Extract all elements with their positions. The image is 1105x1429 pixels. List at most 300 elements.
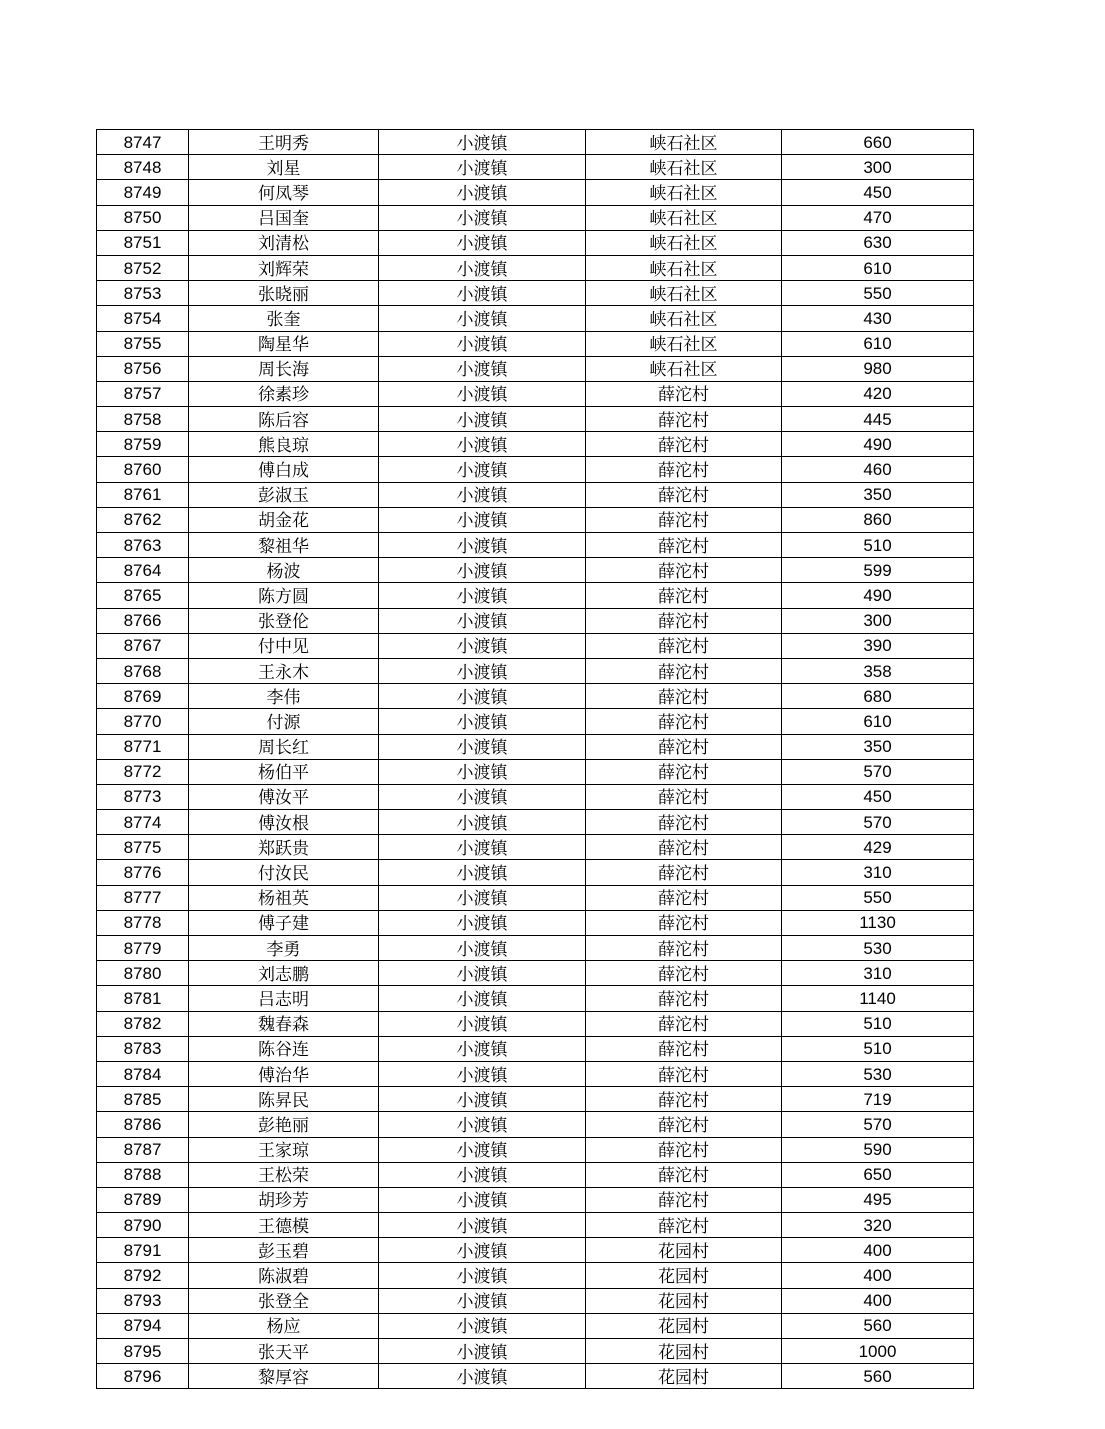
amount-cell: 680 [782,684,974,709]
name-cell: 刘清松 [189,230,379,255]
name-cell: 吕志明 [189,986,379,1011]
row-id-cell: 8787 [97,1137,189,1162]
town-cell: 小渡镇 [379,1112,586,1137]
town-cell: 小渡镇 [379,432,586,457]
table-row [97,180,974,205]
name-cell: 陈后容 [189,407,379,432]
amount-cell: 860 [782,507,974,532]
town-cell: 小渡镇 [379,961,586,986]
row-id-cell: 8763 [97,533,189,558]
village-cell: 薛沱村 [586,608,782,633]
town-cell: 小渡镇 [379,684,586,709]
row-id-cell: 8753 [97,281,189,306]
amount-cell: 445 [782,407,974,432]
amount-cell: 450 [782,784,974,809]
table-row [97,482,974,507]
village-cell: 峡石社区 [586,331,782,356]
village-cell: 薛沱村 [586,1137,782,1162]
row-id-cell: 8752 [97,255,189,280]
village-cell: 薛沱村 [586,1011,782,1036]
village-cell: 薛沱村 [586,507,782,532]
table-body [97,130,974,1389]
name-cell: 李勇 [189,936,379,961]
amount-cell: 610 [782,709,974,734]
table-row [97,759,974,784]
name-cell: 傅汝平 [189,784,379,809]
amount-cell: 630 [782,230,974,255]
row-id-cell: 8790 [97,1213,189,1238]
village-cell: 峡石社区 [586,306,782,331]
village-cell: 花园村 [586,1339,782,1364]
row-id-cell: 8761 [97,482,189,507]
amount-cell: 1130 [782,910,974,935]
row-id-cell: 8792 [97,1263,189,1288]
row-id-cell: 8750 [97,205,189,230]
table-row [97,507,974,532]
name-cell: 王明秀 [189,130,379,155]
town-cell: 小渡镇 [379,1364,586,1389]
name-cell: 陈淑碧 [189,1263,379,1288]
town-cell: 小渡镇 [379,1036,586,1061]
amount-cell: 550 [782,885,974,910]
row-id-cell: 8756 [97,356,189,381]
village-cell: 薛沱村 [586,936,782,961]
row-id-cell: 8751 [97,230,189,255]
town-cell: 小渡镇 [379,1288,586,1313]
town-cell: 小渡镇 [379,205,586,230]
village-cell: 花园村 [586,1364,782,1389]
amount-cell: 660 [782,130,974,155]
village-cell: 花园村 [586,1288,782,1313]
village-cell: 薛沱村 [586,1112,782,1137]
village-cell: 峡石社区 [586,230,782,255]
amount-cell: 570 [782,1112,974,1137]
village-cell: 薛沱村 [586,633,782,658]
amount-cell: 1000 [782,1339,974,1364]
amount-cell: 560 [782,1364,974,1389]
table-row [97,658,974,683]
village-cell: 峡石社区 [586,356,782,381]
name-cell: 傅汝根 [189,810,379,835]
row-id-cell: 8748 [97,155,189,180]
village-cell: 薛沱村 [586,558,782,583]
village-cell: 薛沱村 [586,457,782,482]
row-id-cell: 8777 [97,885,189,910]
amount-cell: 400 [782,1263,974,1288]
town-cell: 小渡镇 [379,759,586,784]
amount-cell: 599 [782,558,974,583]
row-id-cell: 8793 [97,1288,189,1313]
row-id-cell: 8768 [97,658,189,683]
name-cell: 王德模 [189,1213,379,1238]
name-cell: 张登全 [189,1288,379,1313]
row-id-cell: 8770 [97,709,189,734]
table-row [97,331,974,356]
amount-cell: 570 [782,759,974,784]
row-id-cell: 8778 [97,910,189,935]
town-cell: 小渡镇 [379,835,586,860]
row-id-cell: 8754 [97,306,189,331]
row-id-cell: 8772 [97,759,189,784]
village-cell: 花园村 [586,1313,782,1338]
amount-cell: 530 [782,936,974,961]
name-cell: 彭淑玉 [189,482,379,507]
name-cell: 王永木 [189,658,379,683]
name-cell: 吕国奎 [189,205,379,230]
name-cell: 徐素珍 [189,381,379,406]
amount-cell: 400 [782,1288,974,1313]
town-cell: 小渡镇 [379,558,586,583]
table-row [97,608,974,633]
village-cell: 薛沱村 [586,1061,782,1086]
row-id-cell: 8749 [97,180,189,205]
row-id-cell: 8771 [97,734,189,759]
name-cell: 刘星 [189,155,379,180]
village-cell: 薛沱村 [586,1187,782,1212]
table-row [97,1137,974,1162]
village-cell: 薛沱村 [586,533,782,558]
town-cell: 小渡镇 [379,910,586,935]
table-row [97,961,974,986]
name-cell: 杨祖英 [189,885,379,910]
name-cell: 李伟 [189,684,379,709]
row-id-cell: 8766 [97,608,189,633]
row-id-cell: 8762 [97,507,189,532]
village-cell: 薛沱村 [586,381,782,406]
village-cell: 薛沱村 [586,961,782,986]
amount-cell: 719 [782,1087,974,1112]
amount-cell: 358 [782,658,974,683]
name-cell: 周长红 [189,734,379,759]
village-cell: 薛沱村 [586,885,782,910]
town-cell: 小渡镇 [379,784,586,809]
town-cell: 小渡镇 [379,180,586,205]
village-cell: 峡石社区 [586,180,782,205]
row-id-cell: 8767 [97,633,189,658]
row-id-cell: 8775 [97,835,189,860]
row-id-cell: 8783 [97,1036,189,1061]
village-cell: 峡石社区 [586,155,782,180]
name-cell: 周长海 [189,356,379,381]
town-cell: 小渡镇 [379,407,586,432]
amount-cell: 610 [782,331,974,356]
table-row [97,936,974,961]
table-row [97,1213,974,1238]
amount-cell: 510 [782,1036,974,1061]
amount-cell: 510 [782,1011,974,1036]
town-cell: 小渡镇 [379,482,586,507]
town-cell: 小渡镇 [379,1213,586,1238]
row-id-cell: 8760 [97,457,189,482]
table-row [97,583,974,608]
town-cell: 小渡镇 [379,633,586,658]
row-id-cell: 8796 [97,1364,189,1389]
name-cell: 杨应 [189,1313,379,1338]
table-row [97,709,974,734]
name-cell: 付源 [189,709,379,734]
village-cell: 薛沱村 [586,684,782,709]
table-row [97,1162,974,1187]
town-cell: 小渡镇 [379,1339,586,1364]
village-cell: 薛沱村 [586,407,782,432]
town-cell: 小渡镇 [379,1238,586,1263]
table-row [97,558,974,583]
amount-cell: 495 [782,1187,974,1212]
town-cell: 小渡镇 [379,1313,586,1338]
town-cell: 小渡镇 [379,281,586,306]
town-cell: 小渡镇 [379,331,586,356]
amount-cell: 490 [782,432,974,457]
name-cell: 刘志鹏 [189,961,379,986]
name-cell: 傅白成 [189,457,379,482]
town-cell: 小渡镇 [379,381,586,406]
village-cell: 薛沱村 [586,658,782,683]
name-cell: 胡金花 [189,507,379,532]
row-id-cell: 8759 [97,432,189,457]
row-id-cell: 8747 [97,130,189,155]
town-cell: 小渡镇 [379,1162,586,1187]
row-id-cell: 8765 [97,583,189,608]
town-cell: 小渡镇 [379,608,586,633]
village-cell: 薛沱村 [586,860,782,885]
name-cell: 黎祖华 [189,533,379,558]
village-cell: 薛沱村 [586,910,782,935]
row-id-cell: 8769 [97,684,189,709]
town-cell: 小渡镇 [379,734,586,759]
town-cell: 小渡镇 [379,583,586,608]
name-cell: 傅子建 [189,910,379,935]
table-row [97,457,974,482]
table-row [97,1263,974,1288]
village-cell: 薛沱村 [586,1213,782,1238]
village-cell: 薛沱村 [586,810,782,835]
town-cell: 小渡镇 [379,860,586,885]
town-cell: 小渡镇 [379,1187,586,1212]
name-cell: 陈昇民 [189,1087,379,1112]
amount-cell: 550 [782,281,974,306]
table-row [97,255,974,280]
amount-cell: 390 [782,633,974,658]
amount-cell: 470 [782,205,974,230]
amount-cell: 490 [782,583,974,608]
town-cell: 小渡镇 [379,986,586,1011]
table-row [97,356,974,381]
name-cell: 张奎 [189,306,379,331]
name-cell: 刘辉荣 [189,255,379,280]
table-row [97,784,974,809]
amount-cell: 300 [782,155,974,180]
row-id-cell: 8776 [97,860,189,885]
name-cell: 张晓丽 [189,281,379,306]
name-cell: 何凤琴 [189,180,379,205]
amount-cell: 320 [782,1213,974,1238]
amount-cell: 300 [782,608,974,633]
name-cell: 胡珍芳 [189,1187,379,1212]
name-cell: 魏春森 [189,1011,379,1036]
village-cell: 峡石社区 [586,281,782,306]
town-cell: 小渡镇 [379,1263,586,1288]
row-id-cell: 8757 [97,381,189,406]
village-cell: 薛沱村 [586,432,782,457]
village-cell: 薛沱村 [586,583,782,608]
table-row [97,1087,974,1112]
amount-cell: 560 [782,1313,974,1338]
amount-cell: 1140 [782,986,974,1011]
amount-cell: 590 [782,1137,974,1162]
table-row [97,1061,974,1086]
row-id-cell: 8791 [97,1238,189,1263]
town-cell: 小渡镇 [379,306,586,331]
table-row [97,432,974,457]
table-row [97,1187,974,1212]
town-cell: 小渡镇 [379,658,586,683]
village-cell: 薛沱村 [586,709,782,734]
name-cell: 杨伯平 [189,759,379,784]
row-id-cell: 8779 [97,936,189,961]
table-row [97,835,974,860]
village-cell: 薛沱村 [586,759,782,784]
row-id-cell: 8781 [97,986,189,1011]
name-cell: 黎厚容 [189,1364,379,1389]
name-cell: 陶星华 [189,331,379,356]
name-cell: 王家琼 [189,1137,379,1162]
town-cell: 小渡镇 [379,936,586,961]
amount-cell: 650 [782,1162,974,1187]
table-row [97,205,974,230]
amount-cell: 400 [782,1238,974,1263]
town-cell: 小渡镇 [379,1011,586,1036]
table-row [97,533,974,558]
table-row [97,1112,974,1137]
amount-cell: 429 [782,835,974,860]
amount-cell: 530 [782,1061,974,1086]
amount-cell: 310 [782,860,974,885]
name-cell: 王松荣 [189,1162,379,1187]
village-cell: 薛沱村 [586,986,782,1011]
row-id-cell: 8785 [97,1087,189,1112]
amount-cell: 430 [782,306,974,331]
town-cell: 小渡镇 [379,810,586,835]
amount-cell: 610 [782,255,974,280]
village-cell: 花园村 [586,1263,782,1288]
name-cell: 郑跃贵 [189,835,379,860]
amount-cell: 310 [782,961,974,986]
town-cell: 小渡镇 [379,230,586,255]
village-cell: 峡石社区 [586,255,782,280]
town-cell: 小渡镇 [379,1087,586,1112]
row-id-cell: 8788 [97,1162,189,1187]
village-cell: 薛沱村 [586,835,782,860]
table-row [97,155,974,180]
name-cell: 彭玉碧 [189,1238,379,1263]
village-cell: 薛沱村 [586,734,782,759]
row-id-cell: 8758 [97,407,189,432]
row-id-cell: 8789 [97,1187,189,1212]
village-cell: 薛沱村 [586,482,782,507]
table-row [97,281,974,306]
table-row [97,684,974,709]
name-cell: 熊良琼 [189,432,379,457]
row-id-cell: 8755 [97,331,189,356]
amount-cell: 570 [782,810,974,835]
town-cell: 小渡镇 [379,356,586,381]
table-row [97,381,974,406]
amount-cell: 350 [782,482,974,507]
amount-cell: 980 [782,356,974,381]
row-id-cell: 8794 [97,1313,189,1338]
amount-cell: 460 [782,457,974,482]
table-row [97,407,974,432]
amount-cell: 350 [782,734,974,759]
row-id-cell: 8764 [97,558,189,583]
town-cell: 小渡镇 [379,155,586,180]
table-row [97,1036,974,1061]
row-id-cell: 8780 [97,961,189,986]
town-cell: 小渡镇 [379,1137,586,1162]
amount-cell: 450 [782,180,974,205]
table-row [97,910,974,935]
row-id-cell: 8795 [97,1339,189,1364]
table-row [97,633,974,658]
village-cell: 峡石社区 [586,205,782,230]
row-id-cell: 8774 [97,810,189,835]
village-cell: 薛沱村 [586,1087,782,1112]
village-cell: 薛沱村 [586,1162,782,1187]
town-cell: 小渡镇 [379,507,586,532]
table-row [97,1364,974,1389]
town-cell: 小渡镇 [379,457,586,482]
name-cell: 付中见 [189,633,379,658]
town-cell: 小渡镇 [379,255,586,280]
village-cell: 薛沱村 [586,1036,782,1061]
table-row [97,986,974,1011]
table-row [97,1339,974,1364]
table-row [97,1288,974,1313]
town-cell: 小渡镇 [379,130,586,155]
village-cell: 薛沱村 [586,784,782,809]
table-row [97,1313,974,1338]
row-id-cell: 8782 [97,1011,189,1036]
row-id-cell: 8786 [97,1112,189,1137]
table-row [97,230,974,255]
name-cell: 陈方圆 [189,583,379,608]
row-id-cell: 8773 [97,784,189,809]
row-id-cell: 8784 [97,1061,189,1086]
table-row [97,734,974,759]
table-row [97,860,974,885]
town-cell: 小渡镇 [379,885,586,910]
table-row [97,306,974,331]
table-row [97,885,974,910]
name-cell: 陈谷连 [189,1036,379,1061]
town-cell: 小渡镇 [379,533,586,558]
table-row [97,1011,974,1036]
village-cell: 峡石社区 [586,130,782,155]
name-cell: 傅治华 [189,1061,379,1086]
name-cell: 张登伦 [189,608,379,633]
data-table [96,129,974,1389]
table-row [97,1238,974,1263]
name-cell: 张天平 [189,1339,379,1364]
table-row [97,810,974,835]
amount-cell: 510 [782,533,974,558]
town-cell: 小渡镇 [379,709,586,734]
name-cell: 杨波 [189,558,379,583]
amount-cell: 420 [782,381,974,406]
village-cell: 花园村 [586,1238,782,1263]
table-row [97,130,974,155]
name-cell: 付汝民 [189,860,379,885]
